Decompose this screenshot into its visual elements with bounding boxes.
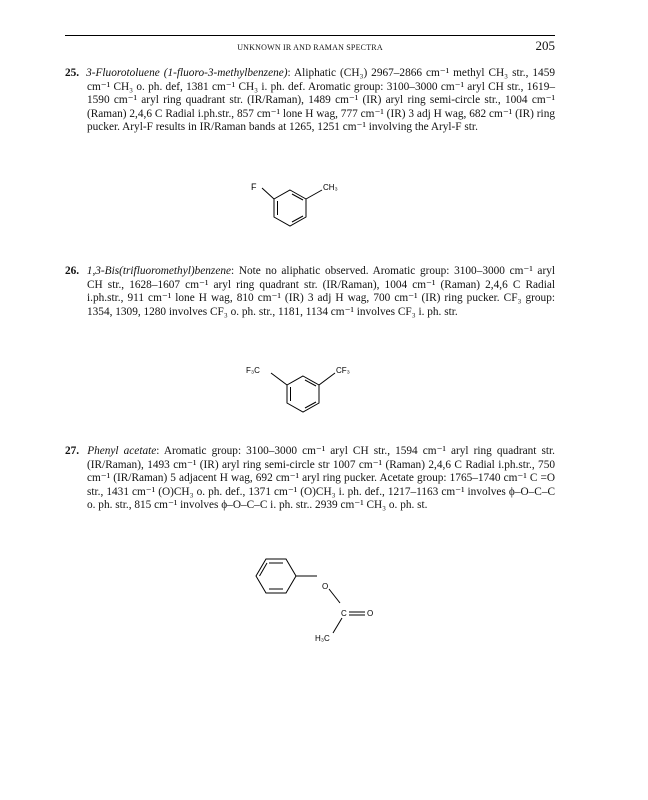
entry-25-name: 3-Fluorotoluene (1-fluoro-3-methylbenzene) [86, 67, 288, 79]
entry-25-body [65, 67, 555, 135]
entry-26-name: 1,3-Bis(trifluoromethyl)benzene [86, 265, 232, 277]
entry-27-body [65, 445, 555, 513]
page-number: 205 [535, 38, 555, 53]
structure-27-methyl-label: H₃C [315, 634, 330, 643]
structure-bis-trifluoromethyl-benzene [238, 358, 378, 430]
structure-25-left-label: F [251, 182, 257, 192]
structure-26-left-label: F₃C [246, 366, 260, 375]
entry-27-number: 27. [65, 445, 80, 457]
running-head: UNKNOWN IR AND RAMAN SPECTRA [237, 43, 383, 52]
entry-27-text: : Aromatic group: 3100–3000 cm⁻¹ aryl CH str., 1594 cm⁻¹ aryl ring quadrant str. (IR/Raman), 1493 cm⁻¹ (IR) aryl ring semi-circle str 1007 cm⁻¹ (Raman) 2,4,6 C Radial i.ph.str., 750 cm⁻¹ (IR/Raman) 5 adjacent H wag, 692 cm⁻¹ aryl ring pucker. Acetate group: 1765–1740 cm⁻¹ C =O str., 1431 cm⁻¹ (O)CH₃ o. ph. def., 1371 cm⁻¹ (O)CH₃ i. ph. def., 1217–1163 cm⁻¹ involves ϕ–O–C–C o. ph. str., 815 cm⁻¹ involves ϕ–O–C–C i. ph. str.. 2939 cm⁻¹ CH₃ o. ph. st. [87, 445, 555, 512]
entry-25 [65, 67, 555, 135]
entry-26-body [65, 265, 555, 319]
structure-25-right-label: CH₃ [323, 183, 338, 192]
header-rule [65, 35, 555, 36]
structure-27-oxygen-label: O [322, 582, 329, 591]
entry-25-number: 25. [65, 67, 80, 79]
structure-3-fluorotoluene [240, 172, 380, 244]
structure-26-right-label: CF₃ [336, 366, 350, 375]
entry-26 [65, 265, 555, 319]
structure-27-carbon-label: C [341, 609, 347, 618]
entry-25-text: : Aliphatic (CH₃) 2967–2866 cm⁻¹ methyl CH₃ str., 1459 cm⁻¹ CH₃ o. ph. def, 1381 cm⁻¹ CH₃ i. ph. def. Aromatic group: 3100–3000 cm⁻¹ aryl CH str., 1619–1590 cm⁻¹ aryl ring quadrant str. (IR/Raman), 1489 cm⁻¹ (IR) aryl ring semi-circle str., 1004 cm⁻¹ (Raman) 2,4,6 C Radial i.ph.str., 857 cm⁻¹ lone H wag, 777 cm⁻¹ (IR) 3 adj H wag, 682 cm⁻¹ (IR) ring pucker. Aryl-F results in IR/Raman bands at 1265, 1251 cm⁻¹ involving the Aryl-F str. [87, 67, 556, 134]
entry-27 [65, 445, 555, 513]
entry-26-number: 26. [65, 265, 80, 277]
structure-27-carbonyl-label: O [367, 609, 374, 618]
entry-27-name: Phenyl acetate [87, 445, 157, 457]
entry-26-text: : Note no aliphatic observed. Aromatic group: 3100–3000 cm⁻¹ aryl CH str., 1628–1607 cm⁻¹ aryl ring quadrant str. (IR/Raman), 1004 cm⁻¹ (Raman) 2,4,6 C Radial i.ph.str., 911 cm⁻¹ lone H wag, 810 cm⁻¹ (IR) 3 adj H wag, 700 cm⁻¹ (IR) ring pucker. CF₃ group: 1354, 1309, 1280 involves CF₃ o. ph. str., 1181, 1134 cm⁻¹ involves CF₃ i. ph. str. [87, 265, 555, 318]
structure-phenyl-acetate [232, 545, 392, 645]
